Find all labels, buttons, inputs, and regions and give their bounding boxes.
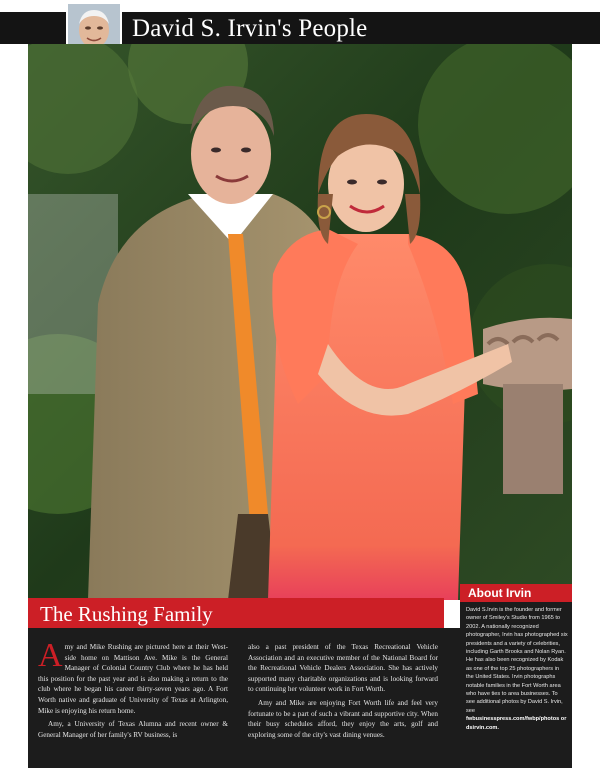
story-paragraph: Amy, a University of Texas Alumna and recent owner & General Manager of her family's RV business, is: [38, 720, 228, 739]
story-title: The Rushing Family: [40, 602, 213, 626]
story-paragraph: Amy and Mike are enjoying Fort Worth life and feel very fortunate to be a part of such a vibrant and supportive city. When their busy schedules afford, they enjoy the arts, golf and exploring some of the city's vast dining venues.: [248, 698, 438, 739]
drop-cap: A: [38, 637, 63, 674]
about-body: [466, 606, 568, 732]
column-title: David S. Irvin's People: [132, 15, 368, 42]
story-column-right: [248, 642, 438, 743]
about-link[interactable]: fwbusinesspress.com/fwbp/photos or dsirvin.com.: [466, 716, 567, 731]
about-heading: About Irvin: [460, 584, 572, 602]
story-paragraph: my and Mike Rushing are pictured here at their West-side home on Mattison Ave. Mike is the General Manager of Colonial Country Club where he has held this position for the past year and is also making a return to the club where he began his career thirty-seven years ago. A Fort Worth native and graduate of University of Texas at Arlington, Mike is enjoying his return home.: [38, 643, 228, 715]
story-paragraph: also a past president of the Texas Recreational Vehicle Association and an executive member of the National Board for the Recreational Vehicle Dealers Association. She has actively supported many charitable organizations and is looking forward to continuing her volunteer work in Fort Worth.: [248, 643, 438, 694]
about-text: David S.Irvin is the founder and former owner of Smiley's Studio from 1965 to 2002. A nationally recognized photographer, Irvin has photographed six presidents and a variety of celebrities, including Garth Brooks and Nolan Ryan. He has also been recognized by Kodak as one of the top 25 photographers in the United States. Irvin photographs notable families in the Fort Worth area who have ties to area businesses. To see additional photos by David S. Irvin, see: [466, 607, 568, 714]
family-photo-image: [28, 44, 572, 600]
story-column-left: [38, 637, 228, 743]
family-photo: [28, 44, 572, 600]
